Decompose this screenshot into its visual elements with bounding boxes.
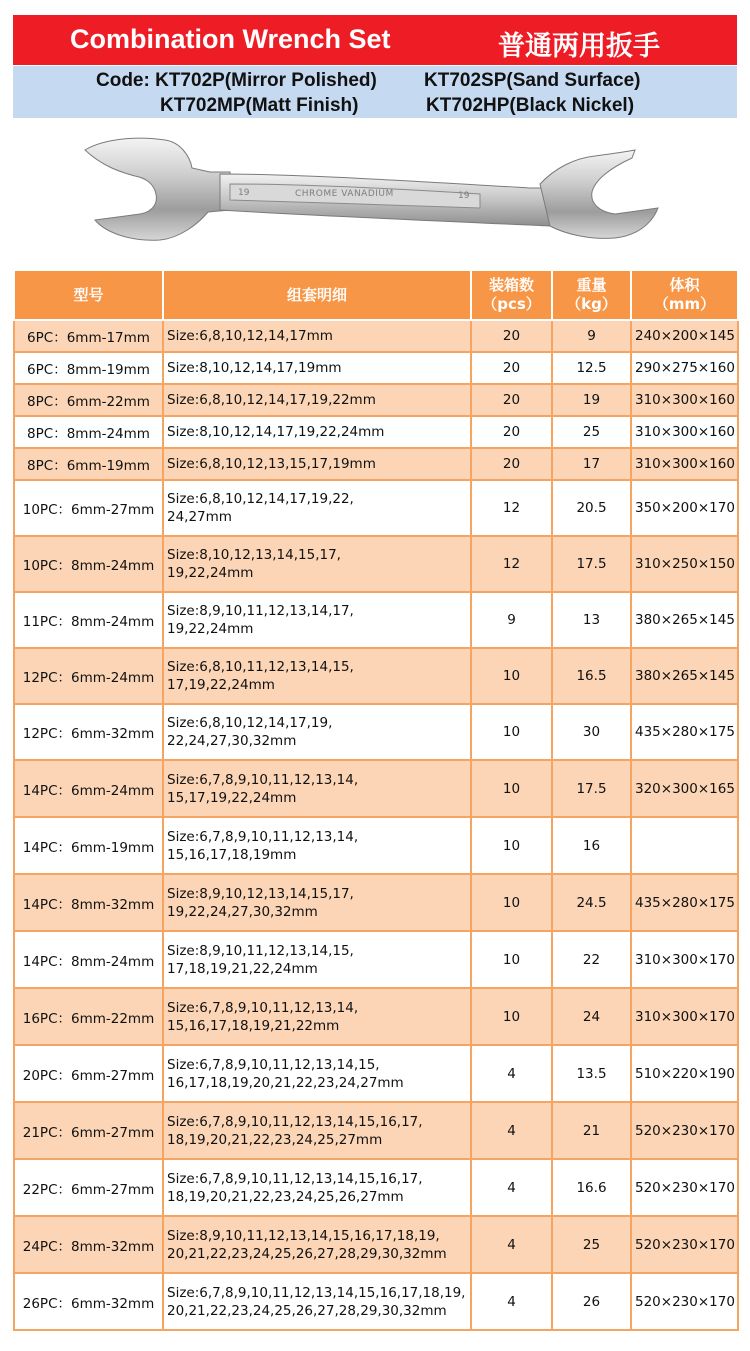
cell-model: 8PC：6mm-19mm (14, 448, 163, 480)
cell-qty: 20 (471, 384, 552, 416)
table-row (14, 416, 738, 448)
cell-qty: 20 (471, 352, 552, 384)
cell-size-detail (163, 352, 471, 384)
cell-size-detail (163, 1159, 471, 1216)
cell-volume: 350×200×170 (631, 480, 738, 536)
size-line-1: Size:6,7,8,9,10,11,12,13,14, (167, 999, 359, 1016)
size-line-2: 19,22,24,27,30,32mm (167, 903, 318, 920)
cell-volume: 310×250×150 (631, 536, 738, 592)
cell-volume: 380×265×145 (631, 648, 738, 704)
cell-weight: 26 (552, 1273, 631, 1330)
size-line-1: Size:6,8,10,12,14,17mm (167, 328, 333, 344)
cell-volume: 435×280×175 (631, 704, 738, 760)
cell-size-detail (163, 1273, 471, 1330)
code-black-nickel: KT702HP(Black Nickel) (426, 95, 635, 116)
cell-model: 12PC：6mm-32mm (14, 704, 163, 760)
size-line-2: 18,19,20,21,22,23,24,25,27mm (167, 1131, 383, 1148)
size-line-1: Size:6,7,8,9,10,11,12,13,14,15, (167, 1056, 380, 1073)
cell-volume: 290×275×160 (631, 352, 738, 384)
size-line-1: Size:8,9,10,11,12,13,14,15, (167, 942, 354, 959)
table-row (14, 988, 738, 1045)
cell-qty: 10 (471, 931, 552, 988)
code-mirror-polished: Code: KT702P(Mirror Polished) (96, 70, 377, 91)
size-line-1: Size:8,9,10,12,13,14,15,17, (167, 885, 354, 902)
cell-model: 20PC：6mm-27mm (14, 1045, 163, 1102)
header-model: 型号 (14, 270, 163, 320)
cell-volume: 520×230×170 (631, 1216, 738, 1273)
table-header-row (14, 270, 738, 320)
table-row (14, 931, 738, 988)
wrench-icon (80, 128, 670, 258)
title-english: Combination Wrench Set (70, 24, 391, 54)
title-banner (13, 15, 737, 65)
table-row (14, 817, 738, 874)
size-line-1: Size:6,7,8,9,10,11,12,13,14, (167, 771, 359, 788)
table-row (14, 874, 738, 931)
cell-size-detail (163, 1102, 471, 1159)
size-line-1: Size:8,9,10,11,12,13,14,15,16,17,18,19, (167, 1227, 440, 1244)
table-row (14, 1045, 738, 1102)
cell-model: 8PC：6mm-22mm (14, 384, 163, 416)
header-qty-line2: （pcs） (482, 295, 541, 313)
size-line-2: 22,24,27,30,32mm (167, 733, 297, 749)
table-row (14, 1159, 738, 1216)
cell-weight: 25 (552, 416, 631, 448)
cell-qty: 4 (471, 1102, 552, 1159)
cell-size-detail (163, 480, 471, 536)
cell-qty: 10 (471, 704, 552, 760)
cell-qty: 4 (471, 1159, 552, 1216)
cell-volume: 310×300×160 (631, 384, 738, 416)
cell-volume: 310×300×160 (631, 448, 738, 480)
table-row (14, 1102, 738, 1159)
cell-qty: 10 (471, 648, 552, 704)
cell-size-detail (163, 384, 471, 416)
header-volume (631, 270, 738, 320)
code-sand-surface: KT702SP(Sand Surface) (424, 70, 641, 91)
cell-size-detail (163, 1216, 471, 1273)
cell-size-detail (163, 1045, 471, 1102)
cell-weight: 19 (552, 384, 631, 416)
cell-volume: 310×300×160 (631, 416, 738, 448)
cell-size-detail (163, 760, 471, 817)
size-line-1: Size:6,8,10,12,14,17,19,22mm (167, 392, 376, 408)
cell-weight: 17.5 (552, 536, 631, 592)
wrench-engraving-middle: CHROME VANADIUM (295, 189, 394, 199)
table-row (14, 1273, 738, 1330)
size-line-2: 15,16,17,18,19mm (167, 846, 297, 863)
cell-model: 24PC：8mm-32mm (14, 1216, 163, 1273)
size-line-2: 18,19,20,21,22,23,24,25,26,27mm (167, 1188, 404, 1205)
size-line-1: Size:6,7,8,9,10,11,12,13,14, (167, 828, 359, 845)
cell-model: 14PC：8mm-32mm (14, 874, 163, 931)
cell-qty: 10 (471, 817, 552, 874)
cell-volume (631, 817, 738, 874)
cell-model: 10PC：6mm-27mm (14, 480, 163, 536)
size-line-1: Size:8,9,10,11,12,13,14,17, (167, 603, 354, 619)
cell-model: 11PC：8mm-24mm (14, 592, 163, 648)
cell-weight: 12.5 (552, 352, 631, 384)
header-volume-line2: （mm） (653, 295, 716, 313)
cell-size-detail (163, 592, 471, 648)
size-line-1: Size:6,8,10,12,14,17,19, (167, 715, 333, 731)
cell-qty: 10 (471, 760, 552, 817)
cell-model: 26PC：6mm-32mm (14, 1273, 163, 1330)
header-weight-line1: 重量 (576, 276, 607, 294)
size-line-1: Size:8,10,12,13,14,15,17, (167, 547, 341, 563)
title-chinese: 普通两用扳手 (498, 31, 660, 62)
cell-size-detail (163, 536, 471, 592)
table-row (14, 480, 738, 536)
cell-model: 6PC：6mm-17mm (14, 320, 163, 352)
header-weight (552, 270, 631, 320)
size-line-2: 17,19,22,24mm (167, 677, 275, 693)
header-weight-line2: （kg） (566, 295, 617, 313)
cell-weight: 25 (552, 1216, 631, 1273)
cell-weight: 30 (552, 704, 631, 760)
cell-size-detail (163, 704, 471, 760)
cell-weight: 20.5 (552, 480, 631, 536)
cell-model: 14PC：6mm-24mm (14, 760, 163, 817)
product-codes (13, 66, 737, 118)
cell-volume: 310×300×170 (631, 988, 738, 1045)
cell-volume: 520×230×170 (631, 1102, 738, 1159)
size-line-2: 24,27mm (167, 509, 232, 525)
cell-volume: 510×220×190 (631, 1045, 738, 1102)
cell-model: 22PC：6mm-27mm (14, 1159, 163, 1216)
cell-weight: 17 (552, 448, 631, 480)
cell-weight: 9 (552, 320, 631, 352)
size-line-2: 15,17,19,22,24mm (167, 789, 297, 806)
table-row (14, 648, 738, 704)
table-row (14, 760, 738, 817)
cell-size-detail (163, 817, 471, 874)
table-row (14, 592, 738, 648)
cell-size-detail (163, 320, 471, 352)
cell-weight: 24 (552, 988, 631, 1045)
cell-model: 21PC：6mm-27mm (14, 1102, 163, 1159)
table-row (14, 448, 738, 480)
size-line-1: Size:6,8,10,12,13,15,17,19mm (167, 456, 376, 472)
cell-qty: 10 (471, 988, 552, 1045)
size-line-2: 20,21,22,23,24,25,26,27,28,29,30,32mm (167, 1245, 447, 1262)
size-line-1: Size:8,10,12,14,17,19mm (167, 360, 342, 376)
cell-weight: 21 (552, 1102, 631, 1159)
cell-model: 8PC：8mm-24mm (14, 416, 163, 448)
cell-model: 14PC：8mm-24mm (14, 931, 163, 988)
cell-weight: 16.5 (552, 648, 631, 704)
cell-weight: 13 (552, 592, 631, 648)
cell-size-detail (163, 931, 471, 988)
cell-model: 16PC：6mm-22mm (14, 988, 163, 1045)
header-detail: 组套明细 (163, 270, 471, 320)
size-line-2: 19,22,24mm (167, 565, 254, 581)
size-line-2: 16,17,18,19,20,21,22,23,24,27mm (167, 1074, 404, 1091)
cell-qty: 20 (471, 320, 552, 352)
size-line-2: 19,22,24mm (167, 621, 254, 637)
cell-qty: 20 (471, 416, 552, 448)
cell-volume: 380×265×145 (631, 592, 738, 648)
cell-size-detail (163, 874, 471, 931)
cell-qty: 20 (471, 448, 552, 480)
cell-qty: 4 (471, 1273, 552, 1330)
cell-volume: 320×300×165 (631, 760, 738, 817)
cell-size-detail (163, 648, 471, 704)
cell-model: 6PC：8mm-19mm (14, 352, 163, 384)
code-matt-finish: KT702MP(Matt Finish) (160, 95, 359, 116)
wrench-engraving-right: 19 (458, 191, 470, 201)
table-row (14, 704, 738, 760)
cell-size-detail (163, 448, 471, 480)
table-row (14, 1216, 738, 1273)
header-qty (471, 270, 552, 320)
size-line-1: Size:6,7,8,9,10,11,12,13,14,15,16,17,18,19, (167, 1284, 466, 1301)
table-row (14, 352, 738, 384)
size-line-2: 17,18,19,21,22,24mm (167, 960, 318, 977)
table-row (14, 536, 738, 592)
table-row (14, 384, 738, 416)
cell-weight: 16 (552, 817, 631, 874)
specification-table (13, 269, 739, 1331)
cell-qty: 4 (471, 1216, 552, 1273)
cell-qty: 9 (471, 592, 552, 648)
cell-weight: 24.5 (552, 874, 631, 931)
size-line-1: Size:6,8,10,11,12,13,14,15, (167, 659, 354, 675)
size-line-2: 20,21,22,23,24,25,26,27,28,29,30,32mm (167, 1302, 447, 1319)
wrench-image (80, 128, 670, 258)
cell-size-detail (163, 988, 471, 1045)
cell-weight: 16.6 (552, 1159, 631, 1216)
cell-weight: 17.5 (552, 760, 631, 817)
cell-volume: 435×280×175 (631, 874, 738, 931)
cell-volume: 520×230×170 (631, 1159, 738, 1216)
cell-qty: 12 (471, 536, 552, 592)
size-line-1: Size:6,7,8,9,10,11,12,13,14,15,16,17, (167, 1113, 423, 1130)
header-volume-line1: 体积 (669, 276, 700, 294)
size-line-2: 15,16,17,18,19,21,22mm (167, 1017, 340, 1034)
size-line-1: Size:6,7,8,9,10,11,12,13,14,15,16,17, (167, 1170, 423, 1187)
cell-model: 12PC：6mm-24mm (14, 648, 163, 704)
cell-size-detail (163, 416, 471, 448)
cell-qty: 10 (471, 874, 552, 931)
cell-volume: 310×300×170 (631, 931, 738, 988)
cell-model: 10PC：8mm-24mm (14, 536, 163, 592)
cell-qty: 12 (471, 480, 552, 536)
size-line-1: Size:6,8,10,12,14,17,19,22, (167, 491, 354, 507)
table-row (14, 320, 738, 352)
cell-weight: 13.5 (552, 1045, 631, 1102)
wrench-engraving-left: 19 (238, 188, 250, 198)
cell-model: 14PC：6mm-19mm (14, 817, 163, 874)
cell-volume: 240×200×145 (631, 320, 738, 352)
cell-qty: 4 (471, 1045, 552, 1102)
cell-volume: 520×230×170 (631, 1273, 738, 1330)
header-qty-line1: 装箱数 (488, 276, 534, 294)
size-line-1: Size:8,10,12,14,17,19,22,24mm (167, 424, 385, 440)
cell-weight: 22 (552, 931, 631, 988)
